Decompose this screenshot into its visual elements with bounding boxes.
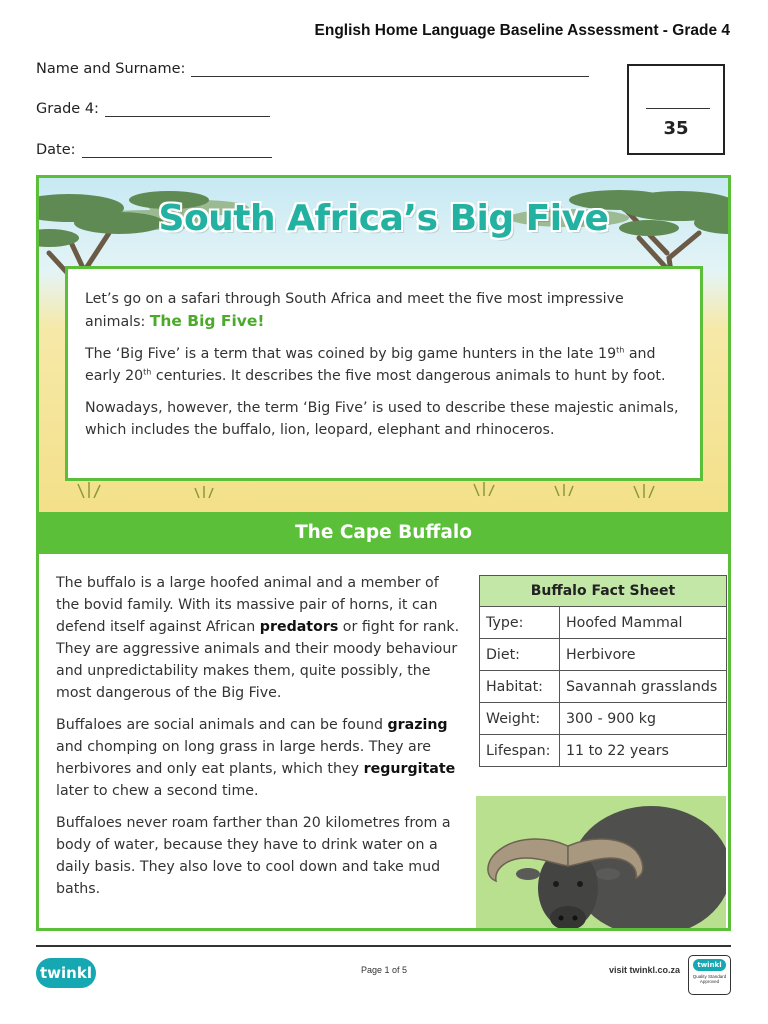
fact-sheet-table [479, 575, 727, 767]
score-total: 35 [663, 118, 689, 139]
table-row [480, 639, 727, 671]
page-number: Page 1 of 5 [360, 965, 408, 975]
fact-value: Hoofed Mammal [560, 607, 727, 639]
banner-title: South Africa’s Big Five [158, 198, 609, 239]
date-label: Date: [36, 142, 76, 158]
buffalo-icon [476, 796, 726, 931]
buffalo-illustration [476, 796, 726, 931]
fact-key: Weight: [480, 703, 560, 735]
grade-field [36, 101, 270, 117]
score-box [627, 64, 725, 155]
big-five-highlight: The Big Five! [149, 312, 265, 330]
fact-key: Habitat: [480, 671, 560, 703]
intro-paragraph-1: Let’s go on a safari through South Africa and meet the five most impressive animals: The Big Five! [85, 291, 624, 330]
keyword-regurgitate: regurgitate [363, 761, 456, 777]
twinkl-logo[interactable]: twinkl [36, 958, 96, 988]
name-field [36, 61, 589, 77]
fact-value: 300 - 900 kg [560, 703, 727, 735]
fact-key: Lifespan: [480, 735, 560, 767]
name-label: Name and Surname: [36, 61, 186, 77]
footer-divider [36, 945, 731, 947]
score-entry-line[interactable] [646, 108, 710, 109]
name-input-line[interactable] [191, 61, 589, 77]
body-paragraph-2: Buffaloes are social animals and can be found grazing and chomping on long grass in large herds. They are herbivores and only eat plants, which they regurgitate later to chew a second time. [56, 717, 456, 799]
section-heading: The Cape Buffalo [39, 512, 728, 554]
fact-key: Type: [480, 607, 560, 639]
fact-value: Savannah grasslands [560, 671, 727, 703]
keyword-grazing: grazing [387, 717, 448, 733]
table-row [480, 671, 727, 703]
quality-badge-icon [688, 955, 731, 995]
date-field [36, 142, 272, 158]
table-row [480, 607, 727, 639]
fact-value: 11 to 22 years [560, 735, 727, 767]
body-paragraph-1: The buffalo is a large hoofed animal and a member of the bovid family. With its massive pair of horns, it can defend itself against African predators or fight for rank. They are aggressive animals and their moody behaviour and unpredictability makes them, quite possibly, the most dangerous of the Big Five. [56, 575, 460, 701]
fact-key: Diet: [480, 639, 560, 671]
table-row [480, 703, 727, 735]
intro-paragraph-3: Nowadays, however, the term ‘Big Five’ is used to describe these majestic animals, which includes the buffalo, lion, leopard, elephant and rhinoceros. [85, 400, 679, 438]
badge-text: Quality Standard Approved [692, 974, 727, 984]
intro-paragraph-2: The ‘Big Five’ is a term that was coined by big game hunters in the late 19th and early 20th centuries. It describes the five most dangerous animals to hunt by foot. [85, 345, 666, 384]
grade-label: Grade 4: [36, 101, 99, 117]
badge-logo: twinkl [693, 959, 726, 971]
visit-link[interactable]: visit twinkl.co.za [608, 965, 680, 975]
buffalo-description [56, 572, 466, 910]
fact-value: Herbivore [560, 639, 727, 671]
document-header-title: English Home Language Baseline Assessment - Grade 4 [314, 22, 730, 39]
savanna-banner [39, 178, 728, 512]
table-row [480, 735, 727, 767]
body-paragraph-3: Buffaloes never roam farther than 20 kilometres from a body of water, because they have to drink water on a daily basis. They also love to cool down and take mud baths. [56, 815, 451, 897]
grade-input-line[interactable] [105, 101, 270, 117]
keyword-predators: predators [259, 619, 339, 635]
fact-sheet-title: Buffalo Fact Sheet [480, 576, 727, 607]
date-input-line[interactable] [82, 142, 272, 158]
intro-box [65, 266, 703, 481]
worksheet-frame [36, 175, 731, 931]
